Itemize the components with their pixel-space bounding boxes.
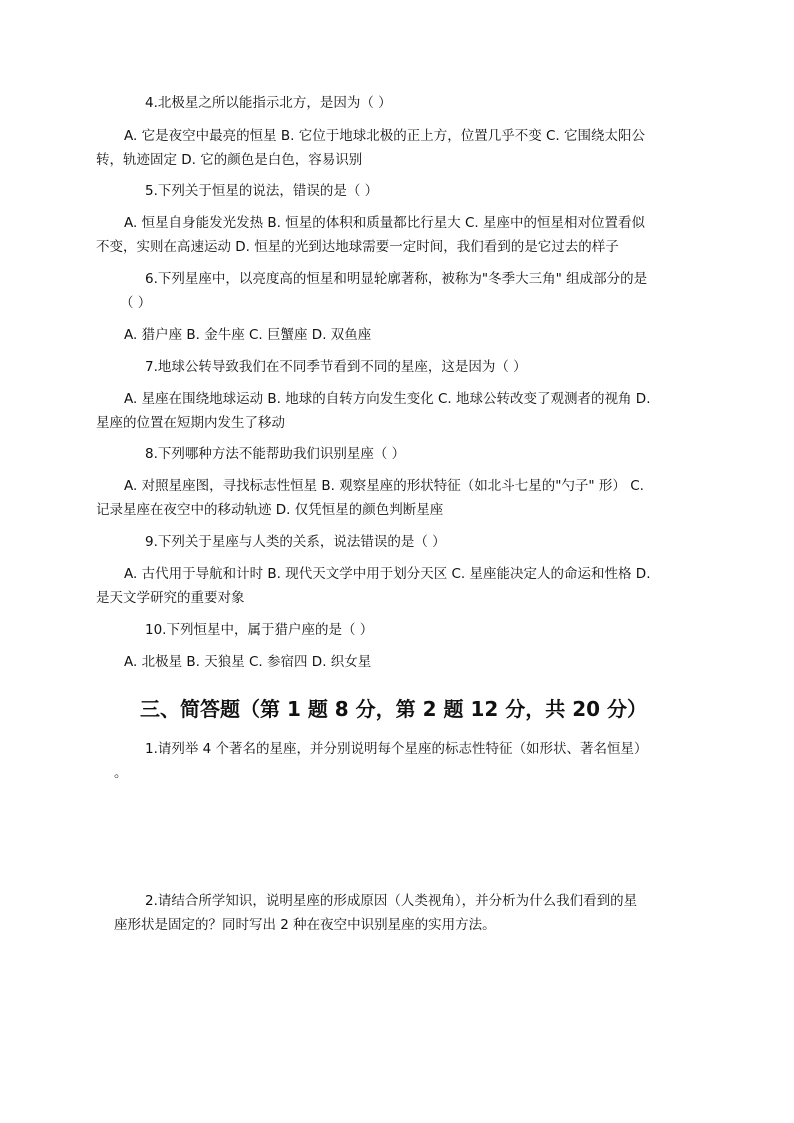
- q7-options-cont: 星座的位置在短期内发生了移动: [96, 415, 285, 431]
- q4-options-cont: 转，轨迹固定 D. 它的颜色是白色，容易识别: [96, 152, 363, 168]
- q4-stem: 4.北极星之所以能指示北方，是因为（ ）: [145, 95, 392, 111]
- q7-options: A. 星座在围绕地球运动 B. 地球的自转方向发生变化 C. 地球公转改变了观测者的视角 D.: [124, 391, 651, 407]
- q8-options-cont: 记录星座在夜空中的移动轨迹 D. 仅凭恒星的颜色判断星座: [96, 502, 444, 518]
- q8-options: A. 对照星座图，寻找标志性恒星 B. 观察星座的形状特征（如北斗七星的"勺子" 形） C.: [124, 478, 644, 494]
- section-3-heading: 三、简答题（第 1 题 8 分，第 2 题 12 分，共 20 分）: [140, 697, 648, 721]
- q8-stem: 8.下列哪种方法不能帮助我们识别星座（ ）: [145, 446, 406, 462]
- q5-stem: 5.下列关于恒星的说法，错误的是（ ）: [145, 183, 379, 199]
- q9-stem: 9.下列关于星座与人类的关系，说法错误的是（ ）: [145, 534, 446, 550]
- q6-options: A. 猎户座 B. 金牛座 C. 巨蟹座 D. 双鱼座: [124, 327, 372, 343]
- q9-options-cont: 是天文学研究的重要对象: [96, 590, 245, 606]
- short-answer-q2: 2.请结合所学知识，说明星座的形成原因（人类视角），并分析为什么我们看到的星: [145, 893, 638, 909]
- q9-options: A. 古代用于导航和计时 B. 现代天文学中用于划分天区 C. 星座能决定人的命运和性格 D.: [124, 566, 651, 582]
- short-answer-q2-cont: 座形状是固定的？同时写出 2 种在夜空中识别星座的实用方法。: [114, 917, 496, 933]
- q7-stem: 7.地球公转导致我们在不同季节看到不同的星座，这是因为（ ）: [145, 359, 527, 375]
- q10-stem: 10.下列恒星中，属于猎户座的是（ ）: [145, 622, 374, 638]
- q4-options: A. 它是夜空中最亮的恒星 B. 它位于地球北极的正上方，位置几乎不变 C. 它围绕太阳公: [124, 128, 646, 144]
- short-answer-q1-cont: 。: [114, 765, 128, 781]
- q5-options-cont: 不变，实则在高速运动 D. 恒星的光到达地球需要一定时间，我们看到的是它过去的样子: [96, 239, 619, 255]
- q10-options: A. 北极星 B. 天狼星 C. 参宿四 D. 织女星: [124, 654, 372, 670]
- q6-stem: 6.下列星座中，以亮度高的恒星和明显轮廓著称，被称为"冬季大三角" 组成部分的是: [145, 271, 648, 287]
- q5-options: A. 恒星自身能发光发热 B. 恒星的体积和质量都比行星大 C. 星座中的恒星相对位置看似: [124, 215, 646, 231]
- short-answer-q1: 1.请列举 4 个著名的星座，并分别说明每个星座的标志性特征（如形状、著名恒星）: [145, 741, 648, 757]
- q6-stem-cont: （ ）: [120, 295, 152, 311]
